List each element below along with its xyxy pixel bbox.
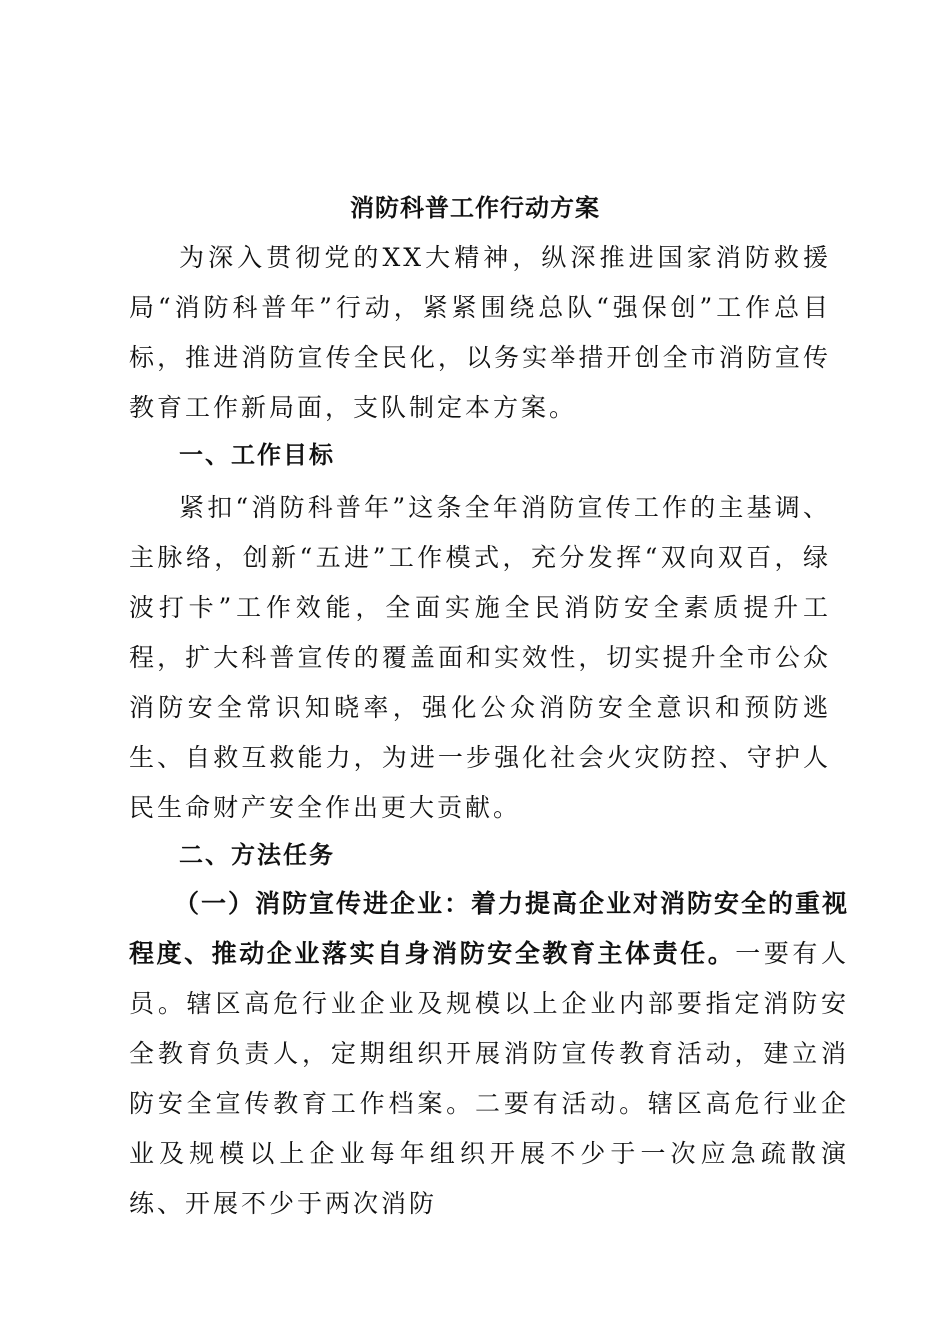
goals-paragraph: 紧扣“消防科普年”这条全年消防宣传工作的主基调、主脉络，创新“五进”工作模式，充分发挥“双向双百，绿波打卡”工作效能，全面实施全民消防安全素质提升工程，扩大科普宣传的覆盖面和实效性，切实提升全市公众消防安全常识知晓率，强化公众消防安全意识和预防逃生、自救互救能力，为进一步强化社会火灾防控、守护人民生命财产安全作出更大贡献。 <box>129 493 831 822</box>
section-heading-goals: 一、工作目标 <box>179 440 335 469</box>
document-title: 消防科普工作行动方案 <box>350 193 600 222</box>
section-heading-tasks: 二、方法任务 <box>179 840 335 869</box>
task-item-enterprise-body: 一要有人员。辖区高危行业企业及规模以上企业内部要指定消防安全教育负责人，定期组织开展消防宣传教育活动，建立消防安全宣传教育工作档案。二要有活动。辖区高危行业企业及规模以上企业每年组织开展不少于一次应急疏散演练、开展不少于两次消防 <box>129 939 849 1218</box>
task-item-enterprise-lead: （一）消防宣传进企业：着力提高企业对消防安全的重视程度、推动企业落实自身消防安全教育主体责任。 <box>129 889 850 968</box>
task-item-enterprise <box>129 879 849 1229</box>
intro-paragraph: 为深入贯彻党的XX大精神，纵深推进国家消防救援局“消防科普年”行动，紧紧围绕总队“强保创”工作总目标，推进消防宣传全民化，以务实举措开创全市消防宣传教育工作新局面，支队制定本方案。 <box>129 243 831 422</box>
